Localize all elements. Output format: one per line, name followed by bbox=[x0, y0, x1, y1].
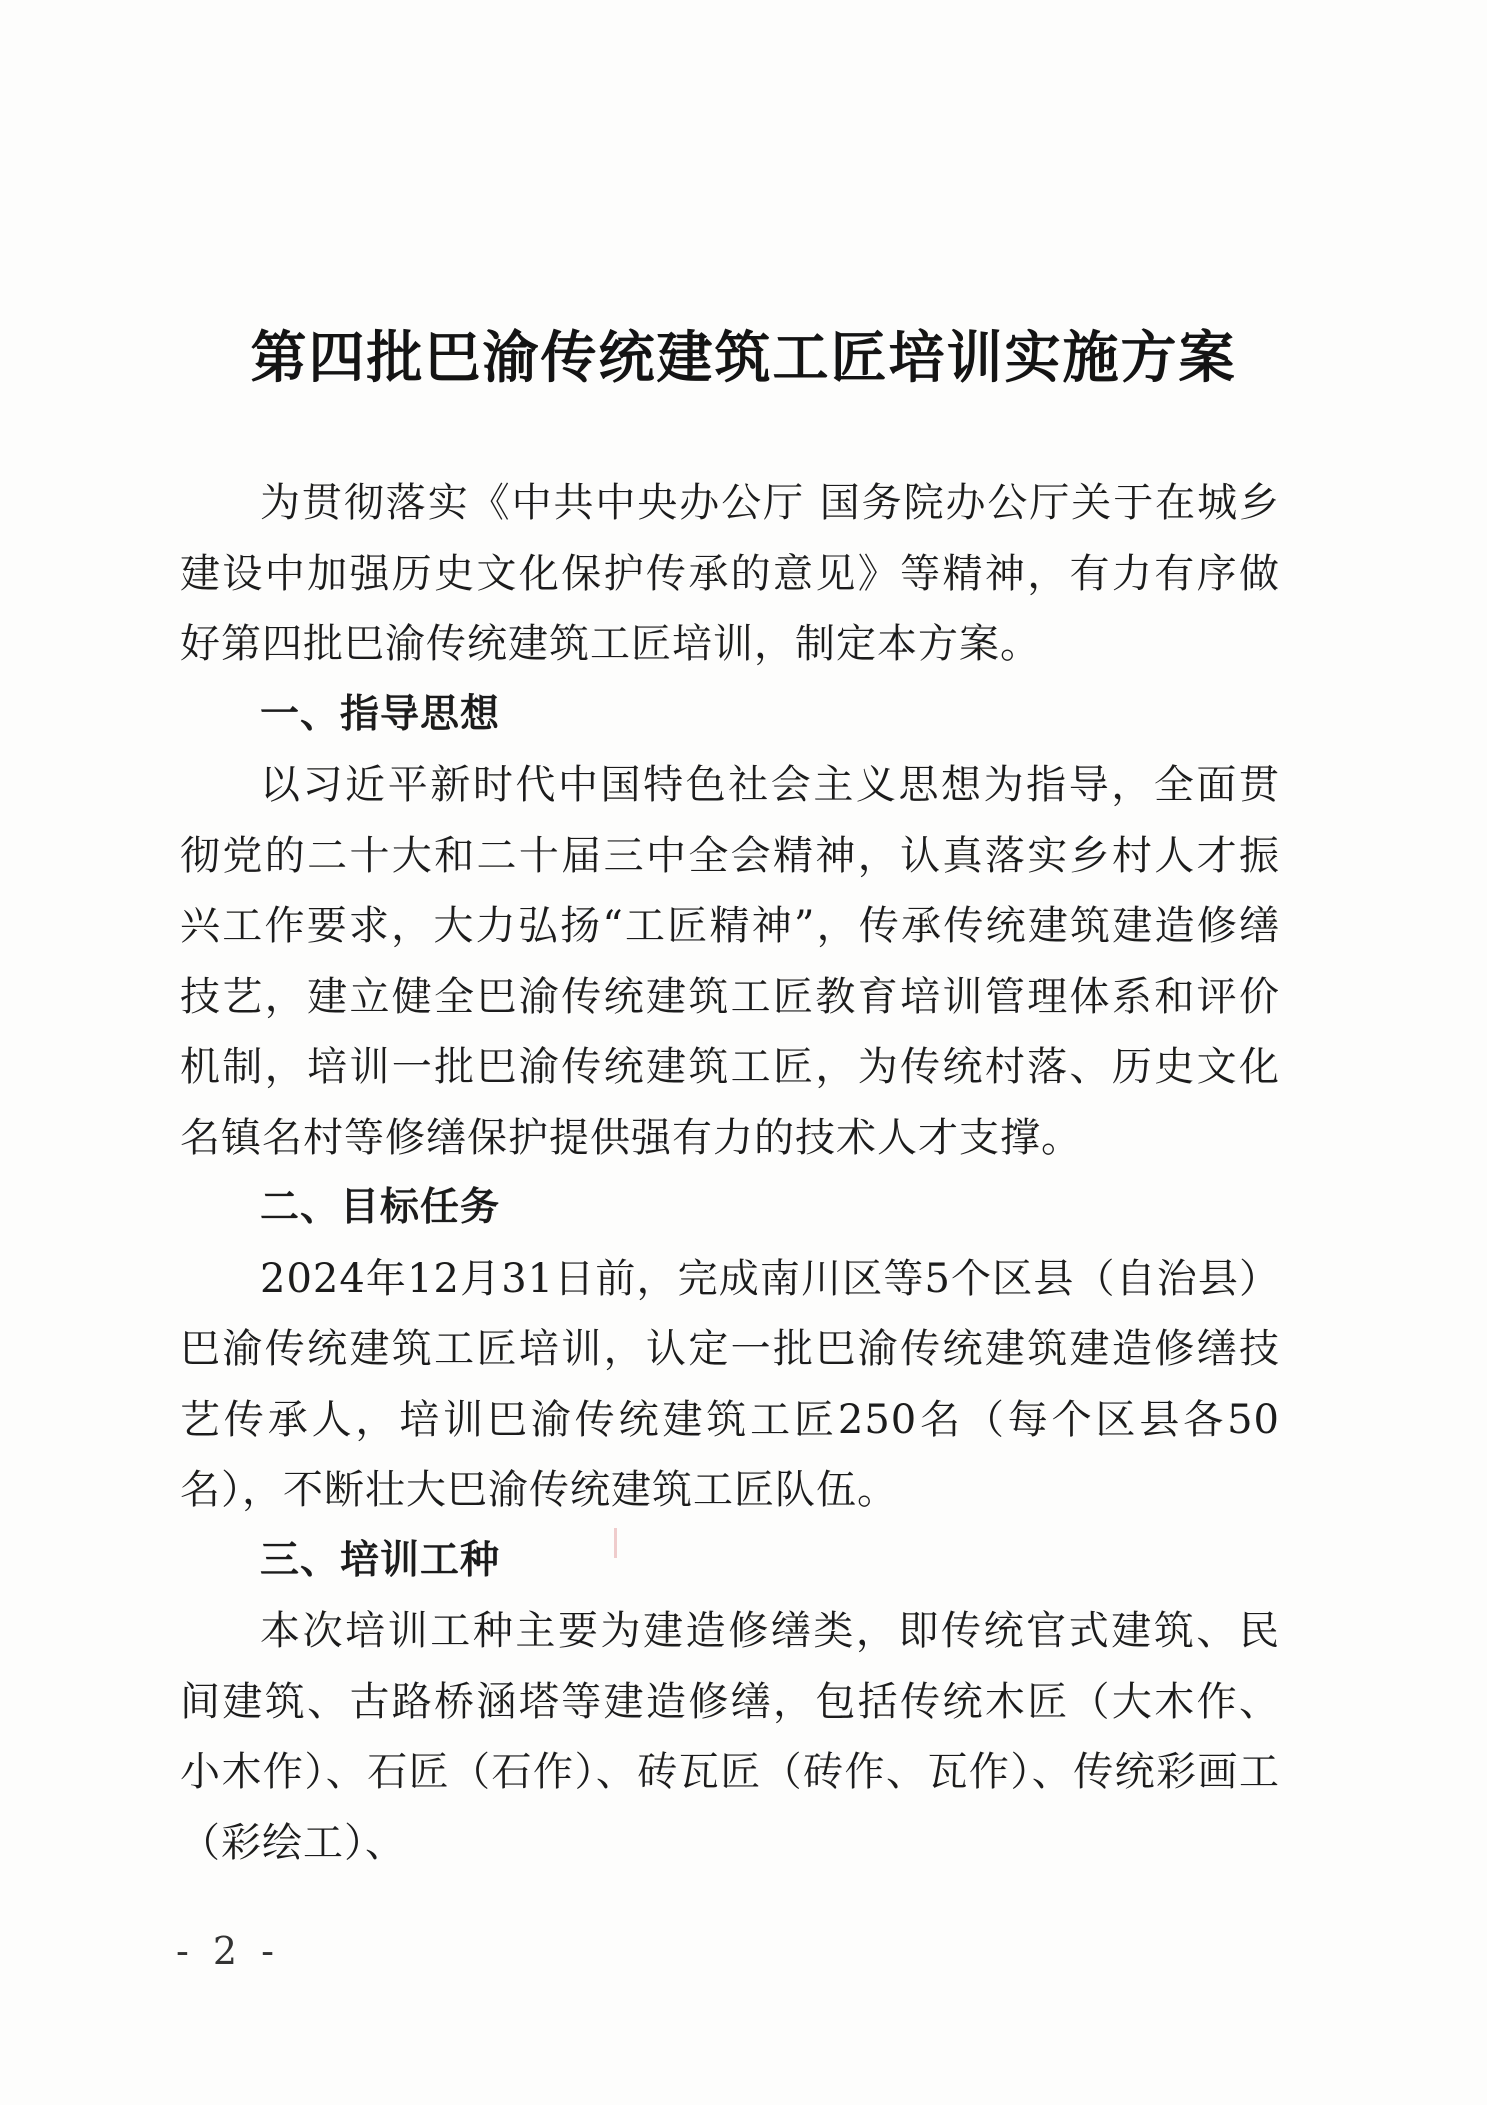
page-number: - 2 - bbox=[176, 1929, 281, 1973]
section-paragraph-training-types: 本次培训工种主要为建造修缮类，即传统官式建筑、民间建筑、古路桥涵塔等建造修缮，包括传统木匠（大木作、小木作）、石匠（石作）、砖瓦匠（砖作、瓦作）、传统彩画工（彩绘工）、 bbox=[180, 1608, 1280, 1866]
section-paragraph-guiding-ideology: 以习近平新时代中国特色社会主义思想为指导，全面贯彻党的二十大和二十届三中全会精神，认真落实乡村人才振兴工作要求，大力弘扬“工匠精神”，传承传统建筑建造修缮技艺，建立健全巴渝传统建筑工匠教育培训管理体系和评价机制，培训一批巴渝传统建筑工匠，为传统村落、历史文化名镇名村等修缮保护提供强有力的技术人才支撑。 bbox=[180, 762, 1280, 1161]
section-paragraph-objectives: 2024年12月31日前，完成南川区等5个区县（自治县）巴渝传统建筑工匠培训，认定一批巴渝传统建筑建造修缮技艺传承人，培训巴渝传统建筑工匠250名（每个区县各50名），不断壮大巴渝传统建筑工匠队伍。 bbox=[180, 1255, 1280, 1513]
section-heading-objectives: 二、目标任务 bbox=[260, 1185, 501, 1230]
document-body bbox=[180, 468, 1280, 1878]
intro-paragraph: 为贯彻落实《中共中央办公厅 国务院办公厅关于在城乡建设中加强历史文化保护传承的意见》等精神，有力有序做好第四批巴渝传统建筑工匠培训，制定本方案。 bbox=[180, 480, 1280, 667]
section-heading-training-types: 三、培训工种 bbox=[260, 1537, 501, 1583]
document-title: 第四批巴渝传统建筑工匠培训实施方案 bbox=[250, 325, 1237, 391]
scan-artifact-mark bbox=[614, 1528, 617, 1558]
section-heading-guiding-ideology: 一、指导思想 bbox=[260, 691, 501, 737]
